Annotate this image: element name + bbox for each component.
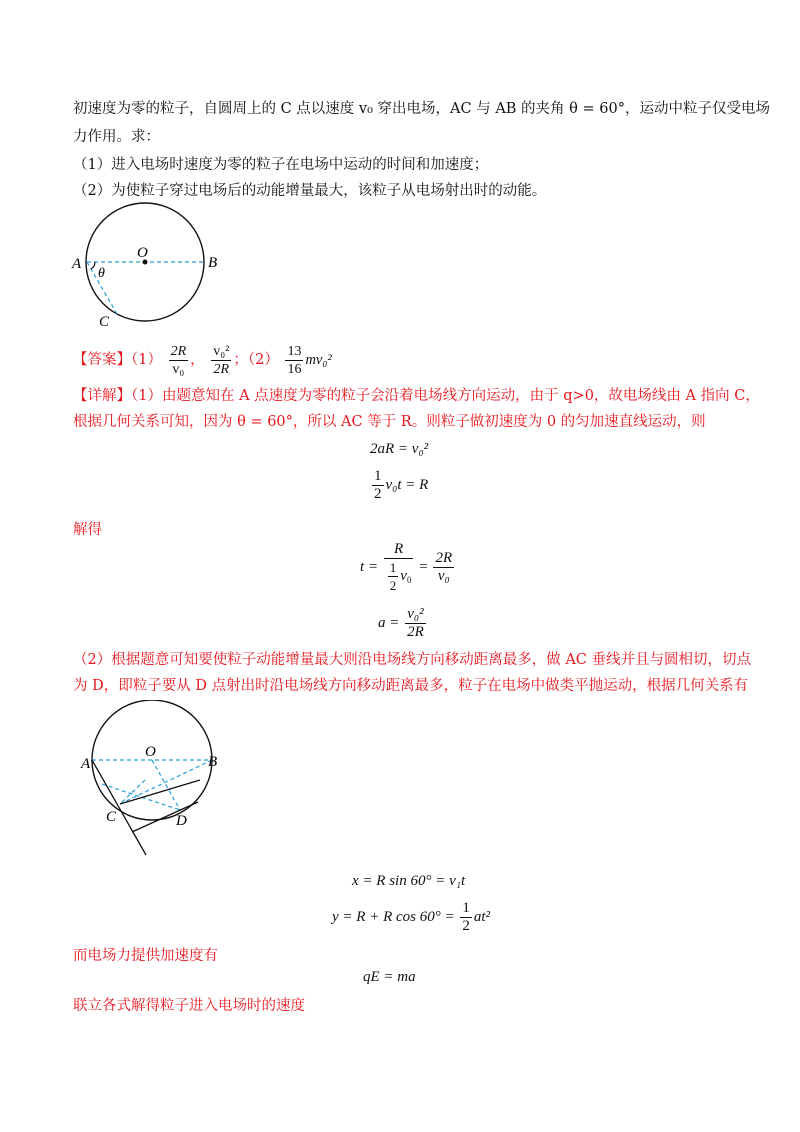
label-o: O [145,744,156,760]
answer-frac-time: $\frac{2R}{\text{v₀}}$ [170,343,187,377]
figure-circle-2 [80,700,240,860]
label-b: B [208,255,218,271]
field-line-ac [92,760,146,855]
answer-frac-energy: $\frac{13}{16}$ [287,343,302,377]
detail-part2-line-1: （2）根据题意可知要使粒子动能增量最大则沿电场线方向移动距离最多，做 AC 垂线并且与圆相切，切点 [73,652,752,668]
force-label: 而电场力提供加速度有 [73,948,218,964]
combine-label: 联立各式解得粒子进入电场时的速度 [73,998,305,1014]
solve-label: 解得 [73,522,102,538]
equation-3: t = R $\frac{1}{2}$ $v_0$ = $\frac{2R}{\text{v₀}}$ [360,541,453,593]
equation-2: $\frac{1}{2}$ v₀t = R [374,468,429,502]
tangent-segment [132,802,198,832]
answer-part-2: （2） [247,352,279,368]
label-a: A [72,256,82,272]
question-2: （2）为使粒子穿过电场后的动能增量最大，该粒子从电场射出时的动能。 [73,183,547,199]
label-b: B [208,754,218,770]
question-1: （1）进入电场时速度为零的粒子在电场中运动的时间和加速度； [73,157,489,173]
label-c: C [106,809,117,825]
equation-7: qE = ma [363,969,416,985]
problem-line-2: 力作用。求： [73,129,160,145]
answer-line: 【答案】（1） $\frac{2R}{\text{v₀}}$ ， $\frac{\text{v₀²}}{2R}$ ；（2） $\frac{13}{16}$ mv₀² [73,343,332,377]
label-theta: θ [98,266,105,281]
figure-circle-1 [70,200,230,330]
detail-part2-line-2: 为 D，即粒子要从 D 点射出时沿电场线方向移动距离最多，粒子在电场中做类平抛运动，根据几何关系有 [73,678,749,694]
label-d: D [176,813,187,829]
equation-6: y = R + R cos 60° = $\frac{1}{2}$ at² [332,900,491,934]
label-o: O [137,245,148,261]
detail-line-1: 【详解】（1）由题意知在 A 点速度为零的粒子会沿着电场线方向运动，由于 q>0，故电场线由 A 指向 C， [73,388,760,404]
detail-line-2: 根据几何关系可知，因为 θ = 60°，所以 AC 等于 R。则粒子做初速度为 0 的匀加速直线运动，则 [73,414,706,430]
label-a: A [81,756,91,772]
answer-frac-acc: $\frac{\text{v₀²}}{2R}$ [213,343,230,377]
answer-tag: 【答案】 [73,352,131,368]
angle-arc [91,262,95,269]
problem-line-1: 初速度为零的粒子，自圆周上的 C 点以速度 v₀ 穿出电场，AC 与 AB 的夹角 θ = 60°，运动中粒子仅受电场 [73,101,770,117]
equation-4: a = $\frac{\text{v₀²}}{2R}$ [378,606,424,640]
label-c: C [99,314,110,330]
equation-5: x = R sin 60° = v₁t [352,873,466,889]
answer-part-1: （1） [131,352,162,368]
equation-1: 2aR = v₀² [370,441,429,457]
